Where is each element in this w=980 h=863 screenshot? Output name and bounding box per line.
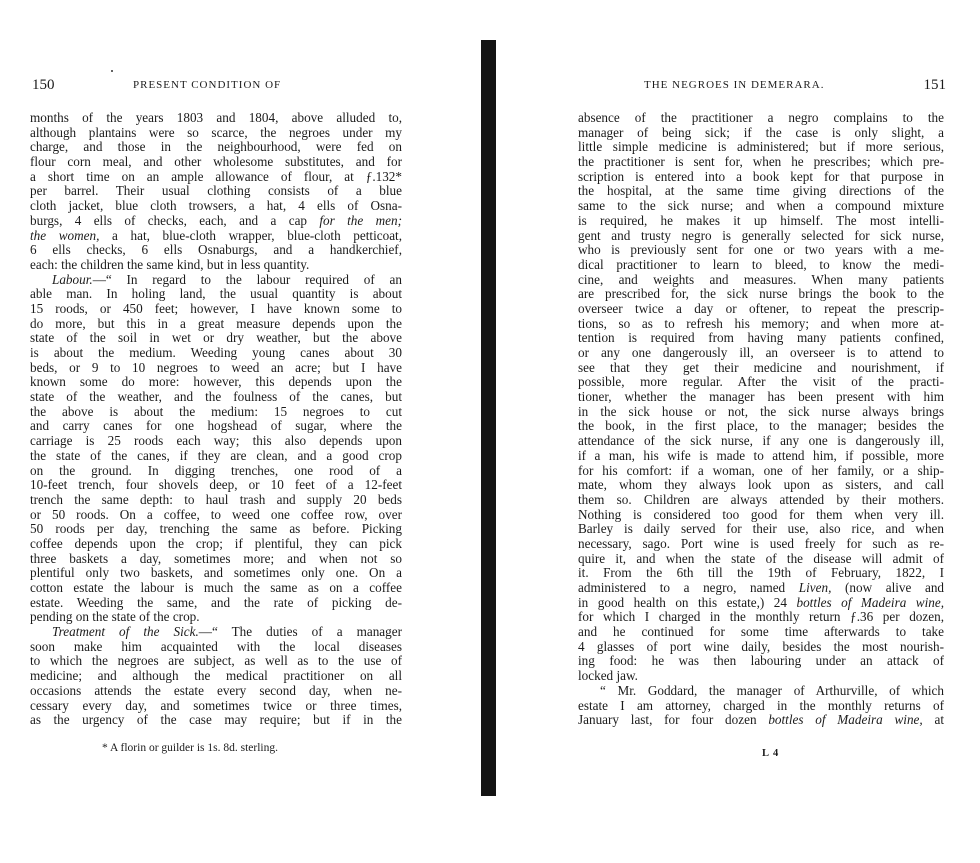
text-line: state of the weather, and the foulness of the canes, but	[30, 389, 402, 405]
footnote: * A florin or guilder is 1s. 8d. sterling.	[102, 742, 279, 754]
signature-mark: L 4	[762, 748, 780, 759]
text-line: 50 roods per day, trenching the same as before. Picking	[30, 521, 402, 537]
text-line: 4 glasses of port wine daily, besides the most nourish-	[578, 638, 944, 654]
text-line: the practitioner is sent for, when he prescribes; which pre-	[578, 154, 944, 170]
text-line: medicine; and although the medical practitioner on all	[30, 668, 402, 684]
text-line: carriage is 25 roods each way; this also depends upon	[30, 433, 402, 449]
text-line: possible, more regular. After the visit of the practi-	[578, 374, 944, 390]
text-line: do more, but this in a great measure depends upon the	[30, 315, 402, 331]
text-line: cloth jacket, blue cloth trowsers, a hat, 4 ells of Osna-	[30, 198, 402, 214]
section-heading-treatment: Treatment of the Sick.—“ The duties of a manager	[52, 624, 402, 640]
text-line: cessary every day, and sometimes twice or three times,	[30, 697, 402, 713]
text-line: 15 roods, or 450 feet; however, I have known some to	[30, 300, 402, 316]
left-page-number: 150	[32, 77, 55, 93]
text-line: in the sick house or not, the sick nurse always brings	[578, 403, 944, 419]
text-line: known some do more: however, this depends upon the	[30, 374, 402, 390]
text-line: although plantains were so scarce, the negroes under my	[30, 124, 402, 140]
text-line: ing food: he was then labouring under an attack of	[578, 653, 944, 669]
text-line: three baskets a day, sometimes more; and when not so	[30, 550, 402, 566]
text-line: administered to a negro, named Liven, (now alive and	[578, 580, 945, 595]
text-line: 6 ells checks, 6 ells Osnaburgs, and a handkerchief,	[30, 242, 402, 258]
text-line: plentiful only two baskets, and sometimes only one. On a	[30, 565, 402, 581]
text-line: gent and trusty negro is generally selected for sick nurse,	[578, 227, 944, 243]
text-line: see that they get their medicine and nourishment, if	[578, 359, 944, 375]
text-line: able man. In holing land, the usual quantity is about	[30, 286, 402, 302]
text-line: to which the negroes are subject, as well as to the use of	[30, 653, 402, 669]
text-line: scription is entered into a book kept for that purpose in	[578, 168, 944, 184]
text-line: months of the years 1803 and 1804, above alluded to,	[30, 110, 402, 125]
text-line: tention is required from having many patients confined,	[578, 330, 944, 346]
left-running-head	[30, 79, 402, 97]
text-line: flour corn meal, and other wholesome substitutes, and for	[30, 154, 402, 170]
text-line: a short time on an ample allowance of flour, at ƒ.132*	[30, 168, 402, 184]
text-line: January last, for four dozen bottles of Madeira wine, at	[578, 712, 944, 728]
left-body-text	[30, 111, 402, 728]
text-line: little simple medicine is administered; but if more serious,	[578, 139, 944, 155]
text-line: is about the medium. Weeding young canes about 30	[30, 345, 402, 360]
text-line: estate I am attorney, charged in the monthly returns of	[578, 697, 944, 713]
text-line: burgs, 4 ells of checks, each, and a cap for the men;	[30, 212, 402, 228]
text-line: tions, so as to refresh his memory; and when more at-	[578, 315, 944, 331]
text-line: them so. Children are always attended by their mothers.	[578, 491, 944, 507]
right-running-head	[578, 79, 944, 97]
book-gutter	[481, 40, 496, 796]
right-running-title: THE NEGROES IN DEMERARA.	[644, 79, 825, 91]
text-line: in good health on this estate,) 24 bottles of Madeira wine,	[578, 594, 944, 610]
text-line: the women, a hat, blue-cloth wrapper, blue-cloth petticoat,	[30, 227, 403, 243]
text-line: and he continued for some time afterwards to take	[578, 624, 944, 640]
right-page-number: 151	[923, 77, 946, 93]
text-line: estate. Weeding the same, and the rate of picking de-	[30, 594, 402, 610]
text-line: “ Mr. Goddard, the manager of Arthurville, of which	[600, 682, 944, 698]
text-line: for which I charged in the monthly return ƒ.36 per dozen,	[578, 609, 944, 625]
text-line: beds, or 9 to 10 negroes to weed an acre; but I have	[30, 359, 402, 375]
text-line: quire it, and when the state of the disease will admit of	[578, 550, 944, 566]
text-line: mate, whom they always look upon as sisters, and call	[578, 477, 944, 493]
text-line: as the urgency of the case may require; but if in the	[30, 712, 402, 728]
text-line: cine, and weights and measures. When many patients	[578, 271, 944, 287]
text-line: 10-feet trench, four shovels deep, or 10 feet of a 12-feet	[30, 477, 402, 493]
text-line: charge, and those in the neighbourhood, were fed on	[30, 139, 402, 155]
text-line: for his comfort: if a woman, one of her family, or a ship-	[578, 462, 944, 478]
text-line: cotton estate the labour is much the same as on a coffee	[30, 580, 402, 595]
text-line: pending on the state of the crop.	[30, 609, 200, 625]
text-line: necessary, sago. Port wine is used freely for such as re-	[578, 535, 944, 551]
text-line: per barrel. Their usual clothing consists of a blue	[30, 183, 402, 199]
left-running-title: PRESENT CONDITION OF	[133, 79, 282, 91]
text-line: coffee depends upon the crop; if plentiful, they can pick	[30, 535, 402, 551]
text-line: occasions attends the estate every second day, when ne-	[30, 682, 402, 698]
right-body-text	[578, 111, 944, 728]
text-line: who is previously sent for one or two years with a me-	[578, 242, 944, 258]
text-line: same to the sick nurse; and when a compound mixture	[578, 198, 944, 214]
text-line: each: the children the same kind, but in less quantity.	[30, 256, 310, 272]
text-line: overseer twice a day or oftener, to repeat the prescrip-	[578, 300, 944, 316]
text-line: locked jaw.	[578, 668, 638, 684]
ink-speck	[111, 70, 113, 72]
text-line: tioner, whether the manager has been present with him	[578, 389, 944, 405]
text-line: on the ground. In digging trenches, one rood of a	[30, 462, 402, 478]
text-line: the book, in the first place, to the manager; besides the	[578, 418, 944, 434]
text-line: Barley is daily served for their use, also rice, and when	[578, 521, 944, 537]
text-line: dical practitioner to learn to bleed, to know the medi-	[578, 256, 944, 272]
text-line: the above is about the medium: 15 negroes to cut	[30, 403, 402, 419]
text-line: soon make him acquainted with the local diseases	[30, 638, 402, 654]
text-line: absence of the practitioner a negro complains to the	[578, 110, 944, 125]
text-line: and carry canes for one hogshead of sugar, where the	[30, 418, 402, 434]
text-line: Nothing is considered too good for them when very ill.	[578, 506, 944, 522]
text-line: trench the same depth: to haul trash and supply 20 beds	[30, 491, 402, 507]
text-line: the hospital, at the same time giving directions of the	[578, 183, 944, 199]
text-line: state of the soil in wet or dry weather, but the above	[30, 330, 402, 346]
text-line: if a man, his wife is made to attend him, if possible, more	[578, 447, 944, 463]
text-line: or any one dangerously ill, an overseer is to attend to	[578, 345, 944, 360]
text-line: or 50 roods. On a coffee, to weed one coffee row, over	[30, 506, 402, 522]
text-line: attendance of the sick nurse, if any one is dangerously ill,	[578, 433, 944, 449]
text-line: is required, he makes it up himself. The most intelli-	[578, 212, 944, 228]
text-line: it. From the 6th till the 19th of February, 1822, I	[578, 565, 944, 581]
section-heading-labour: Labour.—“ In regard to the labour required of an	[52, 271, 402, 287]
text-line: are prescribed for, the sick nurse brings the book to the	[578, 286, 944, 302]
text-line: manager of being sick; if the case is only slight, a	[578, 124, 944, 140]
text-line: the state of the canes, if they are clean, and a good crop	[30, 447, 402, 463]
